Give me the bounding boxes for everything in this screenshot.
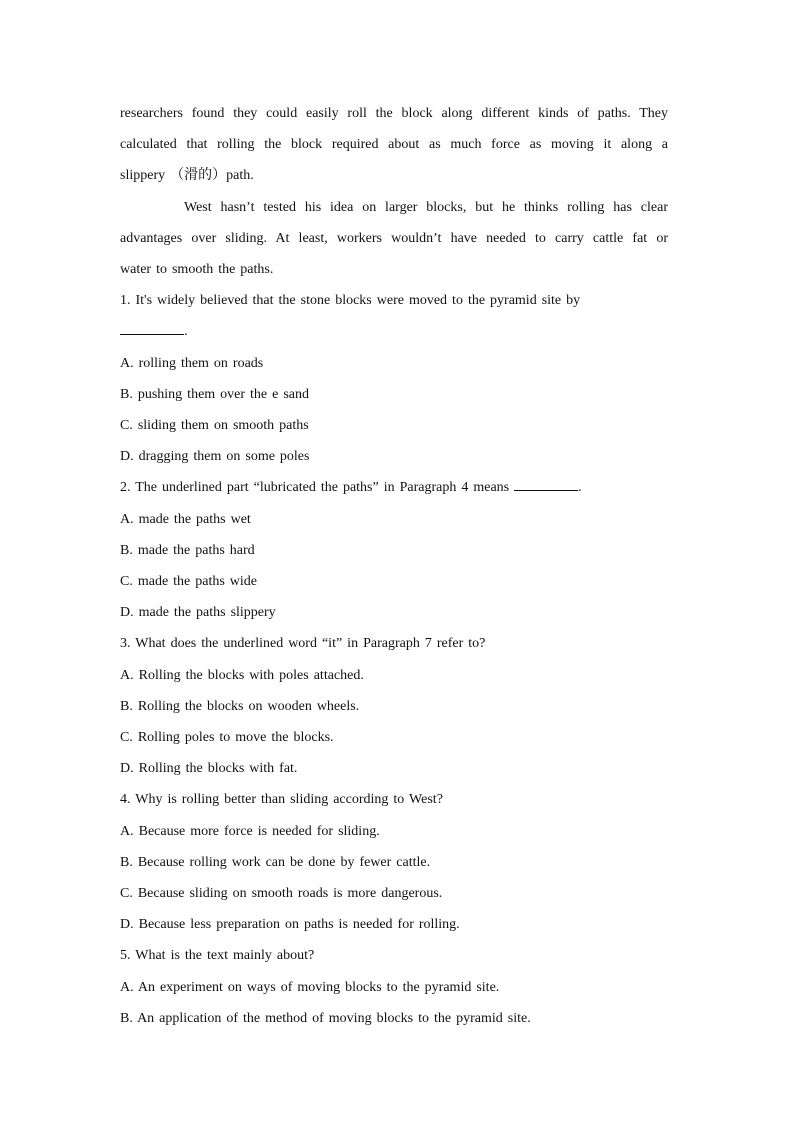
stem-text: 2. The underlined part “lubricated the paths” in Paragraph 4 means bbox=[120, 480, 510, 496]
stem-tail: . bbox=[184, 324, 188, 340]
document-page bbox=[120, 98, 668, 1034]
passage-line: calculated that rolling the block required about as much force as moving it along a bbox=[120, 137, 668, 153]
question-stem-4: 4. Why is rolling better than sliding according to West? bbox=[120, 792, 443, 808]
passage-line: West hasn’t tested his idea on larger blocks, but he thinks rolling has clear bbox=[184, 199, 668, 215]
option-5b: B. An application of the method of moving blocks to the pyramid site. bbox=[120, 1010, 531, 1026]
option-5a: A. An experiment on ways of moving blocks to the pyramid site. bbox=[120, 979, 500, 995]
question-stem-3: 3. What does the underlined word “it” in Paragraph 7 refer to? bbox=[120, 636, 486, 652]
option-3b: B. Rolling the blocks on wooden wheels. bbox=[120, 698, 360, 714]
option-4c: C. Because sliding on smooth roads is more dangerous. bbox=[120, 886, 443, 902]
passage-line: advantages over sliding. At least, workers wouldn’t have needed to carry cattle fat or bbox=[120, 230, 668, 246]
option-3a: A. Rolling the blocks with poles attached. bbox=[120, 667, 364, 683]
passage-line: water to smooth the paths. bbox=[120, 262, 274, 278]
option-2a: A. made the paths wet bbox=[120, 511, 251, 527]
option-3c: C. Rolling poles to move the blocks. bbox=[120, 730, 334, 746]
question-stem-5: 5. What is the text mainly about? bbox=[120, 948, 315, 964]
answer-blank-line-1 bbox=[120, 316, 668, 347]
answer-blank bbox=[514, 478, 578, 491]
question-stem-1: 1. It's widely believed that the stone blocks were moved to the pyramid site by bbox=[120, 293, 581, 309]
option-1d: D. dragging them on some poles bbox=[120, 449, 310, 465]
passage-line: slippery （滑的）path. bbox=[120, 168, 254, 184]
option-4b: B. Because rolling work can be done by fewer cattle. bbox=[120, 854, 431, 870]
option-2c: C. made the paths wide bbox=[120, 574, 258, 590]
stem-tail: . bbox=[578, 480, 582, 496]
option-1a: A. rolling them on roads bbox=[120, 355, 264, 371]
option-4d: D. Because less preparation on paths is needed for rolling. bbox=[120, 917, 460, 933]
answer-blank bbox=[120, 322, 184, 335]
option-1b: B. pushing them over the e sand bbox=[120, 386, 310, 402]
option-4a: A. Because more force is needed for sliding. bbox=[120, 823, 380, 839]
passage-line: researchers found they could easily roll the block along different kinds of paths. They bbox=[120, 106, 668, 121]
option-2b: B. made the paths hard bbox=[120, 542, 255, 558]
question-stem-2 bbox=[120, 472, 668, 503]
option-1c: C. sliding them on smooth paths bbox=[120, 418, 309, 434]
option-3d: D. Rolling the blocks with fat. bbox=[120, 761, 298, 777]
option-2d: D. made the paths slippery bbox=[120, 605, 276, 621]
